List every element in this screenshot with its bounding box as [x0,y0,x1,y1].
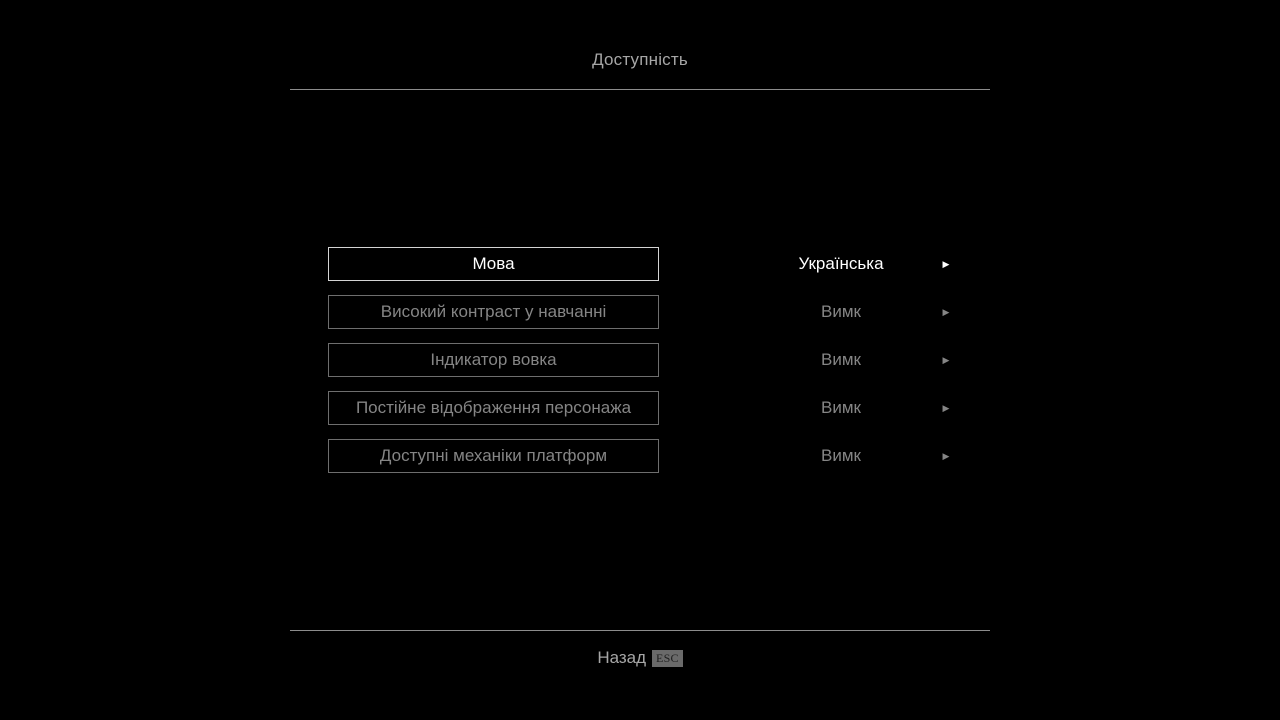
option-high-contrast-value[interactable]: Вимк [821,302,861,321]
arrow-right-icon[interactable]: ▶ [942,403,950,413]
option-persistent-character-button[interactable]: Постійне відображення персонажа [328,391,659,425]
option-wolf-indicator-button[interactable]: Індикатор вовка [328,343,659,377]
option-language-value[interactable]: Українська [798,254,884,273]
option-row-persistent-character[interactable] [328,391,968,425]
back-label[interactable]: Назад [597,648,647,667]
option-row-accessible-platforms[interactable] [328,439,968,473]
footer-divider [290,630,990,631]
header-divider [290,89,990,90]
arrow-right-icon[interactable]: ▶ [942,307,950,317]
option-row-wolf-indicator[interactable] [328,343,968,377]
back-button[interactable] [0,647,1280,669]
option-high-contrast-button[interactable]: Високий контраст у навчанні [328,295,659,329]
option-row-language[interactable] [328,247,968,281]
option-row-high-contrast-tutorial[interactable] [328,295,968,329]
option-wolf-indicator-value[interactable]: Вимк [821,350,861,369]
arrow-right-icon[interactable]: ▶ [942,451,950,461]
arrow-right-icon[interactable]: ▶ [942,355,950,365]
option-language-button[interactable]: Мова [328,247,659,281]
option-persistent-character-value[interactable]: Вимк [821,398,861,417]
page-title: Доступність [592,50,688,69]
option-accessible-platforms-value[interactable]: Вимк [821,446,861,465]
arrow-right-icon[interactable]: ▶ [942,259,950,269]
esc-key-badge[interactable]: ESC [652,650,683,667]
option-accessible-platforms-button[interactable]: Доступні механіки платформ [328,439,659,473]
